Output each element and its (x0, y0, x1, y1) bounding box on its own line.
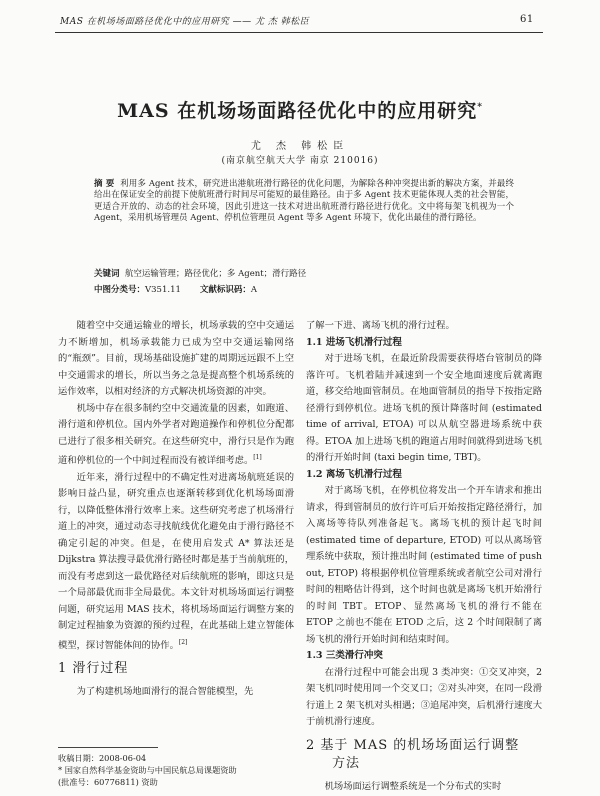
subsection-heading-1-3: 1.3 三类滑行冲突 (306, 650, 383, 661)
body-paragraph: 对于进场飞机，在最近阶段需要获得塔台管制员的降落许可。飞机着陆并减速到一个安全地面速度后就离跑道，移交给地面管制员。在地面管制员的指导下按指定路径滑行到停机位。进场飞机的预计降落时间 (estimated time of arrival, ETOA) 可以从航空器进场系统中获得。ETOA 加上进场飞机的跑道占用时间就得到进场飞机的滑行开始时间 (taxi begin time, TBT)。 (306, 353, 542, 463)
body-paragraph (58, 470, 294, 655)
footnote-funding: * 国家自然科学基金资助与中国民航总局课题资助 (58, 765, 237, 775)
citation: [2] (178, 638, 188, 646)
body-paragraph: 在滑行过程中可能会出现 3 类冲突：①交叉冲突，2 架飞机同时使用同一个交叉口；②对头冲突，在同一段滑行道上 2 架飞机对头相遇；③追尾冲突，后机滑行速度大于前机滑行速度。 (306, 666, 542, 727)
authors: 尤 杰 韩松臣 (250, 141, 350, 152)
subsection-heading-1-2: 1.2 离场飞机滑行过程 (306, 468, 402, 480)
paragraph-text: 机场中存在很多制约空中交通流量的因素，如跑道、滑行道和停机位。国内外学者对跑道操作和停机位分配都已进行了很多相关研究。在这些研究中，滑行只是作为跑道和停机位的一个中间过程而没有被详细考虑。 (58, 402, 294, 467)
classification (94, 283, 514, 295)
body-paragraph: 了解一下进、离场飞机的滑行过程。 (306, 320, 455, 331)
abstract-label: 摘 要 (94, 179, 115, 189)
clc-label: 中图分类号： (94, 285, 146, 295)
paragraph-text: 近年来，滑行过程中的不确定性对进离场航班延误的影响日益凸显，研究重点也逐渐转移到优化机场场面滑行，以降低整体滑行效率上来。这些研究考虑了机场滑行道上的冲突，通过动态寻找航线优化避免由于滑行路径不确定引起的冲突。但是，在使用启发式 A* 算法还是 Dijkstra 算法搜寻最优滑行路径时都是基于当前航班的，而没有考虑到这一最优路径对后续航班的影响，即这只是一个局部最优而非全局最优。本文针对机场场面运行调整问题，研究运用 MAS 技术，将机场场面运行调整方案的制定过程抽象为资源的预约过程，在此基础上建立智能体模型，探讨智能体间的协作。 (58, 471, 294, 651)
abstract-text: 利用多 Agent 技术，研究进出港航班滑行路径的优化问题，为解除各种冲突提出新的解决方案，并最终给出在保证安全的前提下使航班滑行时间尽可能短的最佳路径。由于多 Agent 技术更能体现人类的社会智能，更适合开放的、动态的社会环境，因此引进这一技术对进出航班滑行路径进行优化。文中将每架飞机视为一个 Agent，采用机场管理员 Agent、停机位管理员 Agent 等多 Agent 环境下，优化出最佳的滑行路径。 (94, 179, 514, 223)
body-paragraph (58, 401, 294, 470)
left-column (58, 318, 294, 701)
clc-value: V351.11 (145, 285, 181, 295)
body-paragraph: 机场场面运行调整系统是一个分布式的实时 (324, 780, 502, 792)
doc-code-value: A (250, 285, 257, 295)
keywords-label: 关键词 (94, 269, 120, 279)
footnote-received: 收稿日期：2008-06-04 (58, 753, 147, 763)
section-heading-1: 1 滑行过程 (58, 661, 129, 677)
body-paragraph: 为了构建机场地面滑行的混合智能模型，先 (76, 686, 254, 698)
footnotes (58, 752, 294, 788)
body-paragraph: 随着空中交通运输业的增长，机场承载的空中交通运力不断增加，机场承载能力已成为空中交通运输网络的“瓶颈”。目前，现场基础设施扩建的周期远远跟不上空中交通需求的增长，所以当务之急是提高整个机场系统的运作效率，以相对经济的方式解决机场资源的冲突。 (58, 320, 294, 397)
right-column (306, 318, 542, 795)
doc-code-label: 文献标识码： (199, 285, 251, 295)
running-title: MAS 在机场场面路径优化中的应用研究 —— 尤 杰 韩松臣 (60, 17, 310, 27)
affiliation: (南京航空航天大学 南京 210016) (221, 156, 379, 166)
citation: [1] (253, 454, 262, 461)
body-paragraph: 对于离场飞机，在停机位将发出一个开车请求和推出请求，得到管制员的放行许可后开始按指定路径滑行，加入离场等待队列准备起飞。离场飞机的预计起飞时间 (estimated time of departure, ETOD) 可以从离场管理系统中获取，预计推出时间 (estimated time of push out, ETOP) 将根据停机位管理系统或者航空公司对滑行时间的粗略估计得到，这个时间也就是离场飞机开始滑行的时间 TBT。ETOP、显然离场飞机的滑行不能在 ETOP 之前也不能在 ETOD 之后，这 2 个时间限制了离场飞机的滑行开始时间和结束时间。 (306, 485, 542, 645)
subsection-heading-1-1: 1.1 进场飞机滑行过程 (306, 336, 402, 348)
keywords (94, 267, 514, 279)
paper-title (0, 96, 600, 123)
footnote-rule (58, 747, 158, 748)
title-footnote-mark: * (477, 102, 483, 113)
keywords-text: 航空运输管理；路径优化；多 Agent；滑行路径 (124, 269, 307, 279)
section-heading-2-cont: 方法 (332, 755, 361, 771)
footnote-grant: (批准号：60776811) 资助 (58, 777, 158, 787)
header-rule (55, 32, 543, 33)
abstract (94, 179, 514, 224)
section-heading-2: 2 基于 MAS 的机场场面运行调整 (306, 737, 520, 753)
paper-title-text: MAS 在机场场面路径优化中的应用研究 (117, 100, 478, 122)
page-number: 61 (520, 14, 534, 25)
